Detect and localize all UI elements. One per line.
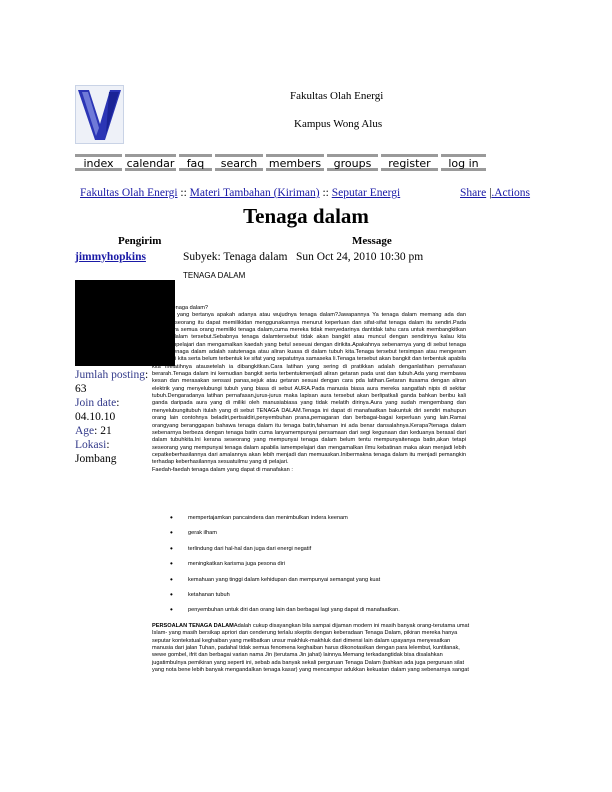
post-subject: Tenaga dalam xyxy=(223,251,288,263)
post-date: Sun Oct 24, 2010 10:30 pm xyxy=(296,251,424,263)
share-link[interactable]: Share xyxy=(460,187,487,199)
nav-calendar[interactable]: calendar xyxy=(125,154,176,171)
list-item: • meningkatkan karisma juga pesona diri xyxy=(170,561,470,576)
column-header-author: Pengirim xyxy=(118,235,162,247)
age-value: 21 xyxy=(100,425,112,437)
age-label: Age xyxy=(75,425,95,437)
post-question: Apa itu tenaga dalam? xyxy=(152,305,208,311)
column-header-message: Message xyxy=(352,235,392,247)
topic-actions xyxy=(460,187,530,199)
topic-title: Tenaga dalam xyxy=(243,204,369,228)
site-logo[interactable] xyxy=(75,85,124,144)
nav-groups[interactable]: groups xyxy=(327,154,378,171)
list-item: • kemahuan yang tinggi dalam kehidupan dan mempunyai semangat yang kuat xyxy=(170,577,470,592)
list-item: • mempertajamkan pancaindera dan menimbulkan indera keenam xyxy=(170,515,470,530)
nav-register[interactable]: register xyxy=(381,154,438,171)
post-heading: TENAGA DALAM xyxy=(183,271,246,280)
breadcrumb-subforum-link[interactable]: Seputar Energi xyxy=(331,187,401,199)
nav-login[interactable]: log in xyxy=(441,154,486,171)
post-author-link[interactable]: jimmyhopkins xyxy=(75,251,146,263)
breadcrumb-forum-link[interactable]: Fakultas Olah Energi xyxy=(80,187,178,199)
site-name: Fakultas Olah Energi xyxy=(290,90,384,102)
nav-faq[interactable]: faq xyxy=(179,154,212,171)
nav-index[interactable]: index xyxy=(75,154,122,171)
post-section-2 xyxy=(152,623,472,674)
forum-logo-icon xyxy=(76,86,123,143)
benefits-intro: Faedah-faedah tenaga dalam yang dapat di manafakan : xyxy=(152,466,293,473)
actions-link[interactable]: .Actions xyxy=(491,187,531,199)
nav-search[interactable]: search xyxy=(215,154,263,171)
author-profile: Jumlah posting: 63 Join date: 04.10.10 Age: 21 Lokasi: Jombang xyxy=(75,369,149,465)
list-item: • terlindung dari hal-hal dan juga dari energi negatif xyxy=(170,546,470,561)
list-item: • ketahanan tubuh xyxy=(170,592,470,607)
join-date: 04.10.10 xyxy=(75,411,116,423)
nav-members[interactable]: members xyxy=(266,154,324,171)
join-date-label: Join date xyxy=(75,397,117,409)
benefits-list xyxy=(170,515,470,623)
posts-label: Jumlah posting xyxy=(75,369,145,381)
breadcrumb xyxy=(80,187,400,199)
breadcrumb-category-link[interactable]: Materi Tambahan (Kiriman) xyxy=(189,187,320,199)
list-item: • gerak ilham xyxy=(170,530,470,545)
breadcrumb-separator: :: xyxy=(322,187,329,199)
subject-label: Subyek: xyxy=(183,251,221,263)
location-label: Lokasi xyxy=(75,439,107,451)
section-2-title: PERSOALAN TENAGA DALAM xyxy=(152,623,234,629)
actions-separator: | xyxy=(489,187,492,199)
list-item: • penyembuhan untuk diri dan orang lain dan berbagai lagi yang dapat di manafaatkan. xyxy=(170,607,470,622)
posts-count: 63 xyxy=(75,383,87,395)
site-description: Kampus Wong Alus xyxy=(294,118,383,130)
post-subject-line xyxy=(183,251,423,263)
main-navbar xyxy=(75,154,483,171)
location-value: Jombang xyxy=(75,453,117,465)
post-body xyxy=(152,305,466,474)
post-body-text: Jika ada yang bertanya apakah adanya atau wujudnya tenaga dalam?Jawapannya Ya tenaga dalam memang ada dan wujud.Seseorang itu dapat memilikidan menggunakannya menurut keperluan dan sifat-sifat tenaga dalam itu sendiri.Pada hakikatnya semua orang memiliki tenaga dalam,cuma mereka tidak menyedarinya dantidak tahu cara untuk membangkitkan tenaga dalam tersebut.Sebabnya tenaga dalamtersebut tidak akan bangkit atau muncul dengan sendirinya kalau kita tidakmempelajari dan mengamalkan kaedah yang betul seseuai dengan dirikita.Apakahnya sebenarnya yang di sebut tenaga dalam?Tenaga dalam adalah satutenaga atau aliran kuasa di dalam tubuh kita.Tenaga tersebut tersimpan atau mengeram dalam diri kita serta belum terbentuk ke sifat yang sepatutnya samaseka li.Tenaga tersebut akan bangkit dan terbentuk apabila kita melatihnya atausetelah ia dibangkitkan.Cara latihan yang sering di pratikkan adalah denganlatihan pernafasan berarah.Tenaga dalam ini kemudian bangkit serta terbentukmenjadi aliran getaran pada urat dan tubuh.Ada yang membawa kesan dan merasakan sensasi panas,sejuk atau getaran sesuai dengan cara pda latihan.Getaran itusama dengan aliran elektrik yang menyelubungi tubuh yang biasa di sebut AURA.Pada manusia biasa aura mereka sangatlah nipis di sekitar tubuh.Dengaradanya latihan pernafasan,jurus-jurus maka lapisan aura tersebut akan berlipatkali ganda bahkan beribu kali ganda daripada aura yang di miliki oleh manusiabiasa yang tidak melatih dirinya.Aura yang sudah mengembang dan menyelubungitubuh itulah yang di sebut TENAGA DALAM.Tenaga ini dapat di manafaatkan bakuntuk diri sendiri mahupun orang lain contohnya beladiri,pertsaidiri,penyembuhan prana,pemagaran dan berbagai-bagai keperluan yang lain.Ramai orangyang beranggapan bahawa tenaga dalam itu tenaga batin,fahaman ini ada benar dansalahnya.Kerapa?tenaga dalam sebenarnya berbeza dengan tenaga batin cuma lanyamempunyai persamaan dari segi kegunaan dan keduanya berasal dari dalam tubuhkita.Ini kerana seseorang yang mempunyai tenaga dalam belum tentu mempunyaitenaga batin,akan tetapi seseorang yang mempunyai tenaga dalam apabila iamempelajari dan mengamalkan ilmu kebatinan maka akan menjadi lebih cepatkeberhasilannya dari amalannya akan lebih menjadi dan memuaskan.Inibermakna tenaga dalam itu menjadi pemangkin terhadap keberhasilannya sesuatuilmu yang di pelajari. xyxy=(152,312,466,466)
breadcrumb-separator: :: xyxy=(180,187,187,199)
section-2-text: Adalah cukup disayangkan bila sampai dijaman modern ini masih banyak orang-terutama umat Islam- yang masih bersikap apriori dan cenderung terlalu skeptis dengan keberadaan Tenaga Dalam, pikiran mereka hanya seputar kontekstual keghaiban yang melibatkan unsur makhluk-makhluk dari dimensi lain dalam upayanya menyesatkan manusia dari jalan Tuhan, padahal tidak semua fenomena keghaiban harus dikonotasikan dengan para lelembut, kuntilanak, wewe gombel, ifrit dan berbagai varian nama Jin (terutama Jin jahat) lainnya.Memang terkadangtidak bisa disalahkan jugatimbulnya pemikiran yang seperti ini, sebab ada banyak sekali perguruan Tenaga Dalam (bahkan ada juga perguruan silat yang nota bene lebih banyak mengandalkan tenaga kasar) yang mencampur adukkan kekuatan dalam yang sebenarnya sangat xyxy=(152,623,470,674)
